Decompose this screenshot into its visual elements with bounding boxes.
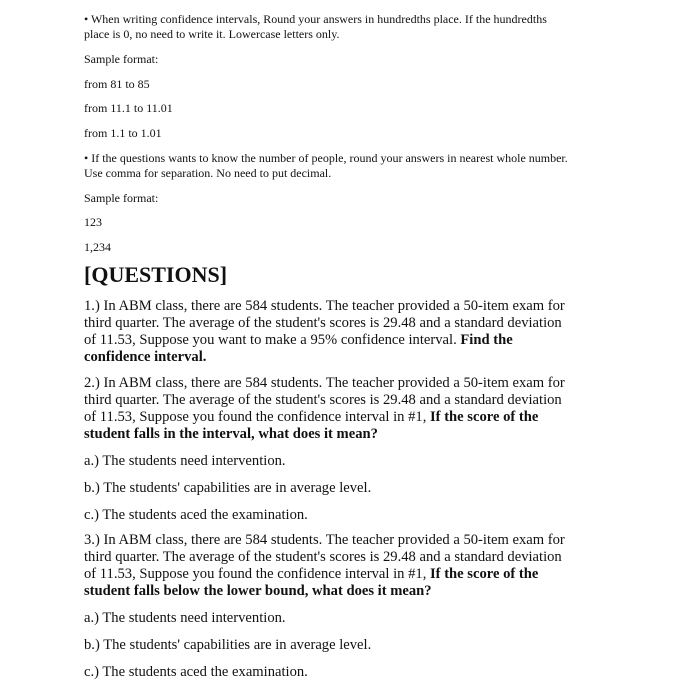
- sample-format-label-1: Sample format:: [84, 52, 159, 66]
- people-instruction: • If the questions wants to know the number of people, round your answers in nearest whole number. Use comma for separation. No need to put decimal.: [84, 151, 568, 180]
- sample-item: from 81 to 85: [84, 77, 150, 91]
- sample-item: 123: [84, 215, 102, 229]
- sample-item: from 11.1 to 11.01: [84, 101, 173, 115]
- choice-c: c.) The students aced the examination.: [84, 507, 308, 523]
- sample-item: 1,234: [84, 240, 111, 254]
- choice-c: c.) The students aced the examination.: [84, 664, 308, 680]
- question-1: [84, 298, 572, 366]
- question-text: 1.) In ABM class, there are 584 students. The teacher provided a 50-item exam for third quarter. The average of the student's scores is 29.48 and a standard deviation of 11.53, Suppose you want to make a 95% confidence interval.: [84, 298, 565, 348]
- questions-heading: [QUESTIONS]: [84, 262, 228, 287]
- sample-item: from 1.1 to 1.01: [84, 126, 162, 140]
- question-2: [84, 375, 572, 443]
- question-emphasis: If the score of the student falls in the interval, what does it mean?: [84, 409, 539, 442]
- choice-b: b.) The students' capabilities are in average level.: [84, 480, 372, 496]
- choice-a: a.) The students need intervention.: [84, 610, 286, 626]
- question-3: [84, 532, 572, 600]
- choice-a: a.) The students need intervention.: [84, 453, 286, 469]
- question-emphasis: If the score of the student falls below the lower bound, what does it mean?: [84, 566, 539, 599]
- question-text: 2.) In ABM class, there are 584 students. The teacher provided a 50-item exam for third quarter. The average of the student's scores is 29.48 and a standard deviation of 11.53, Suppose you found the confidence interval in #1,: [84, 375, 565, 425]
- rounding-instruction: • When writing confidence intervals, Round your answers in hundredths place. If the hundredths place is 0, no need to write it. Lowercase letters only.: [84, 12, 547, 41]
- question-text: 3.) In ABM class, there are 584 students. The teacher provided a 50-item exam for third quarter. The average of the student's scores is 29.48 and a standard deviation of 11.53, Suppose you found the confidence interval in #1,: [84, 532, 565, 582]
- question-emphasis: Find the confidence interval.: [84, 332, 513, 365]
- sample-format-label-2: Sample format:: [84, 191, 159, 205]
- choice-b: b.) The students' capabilities are in average level.: [84, 637, 372, 653]
